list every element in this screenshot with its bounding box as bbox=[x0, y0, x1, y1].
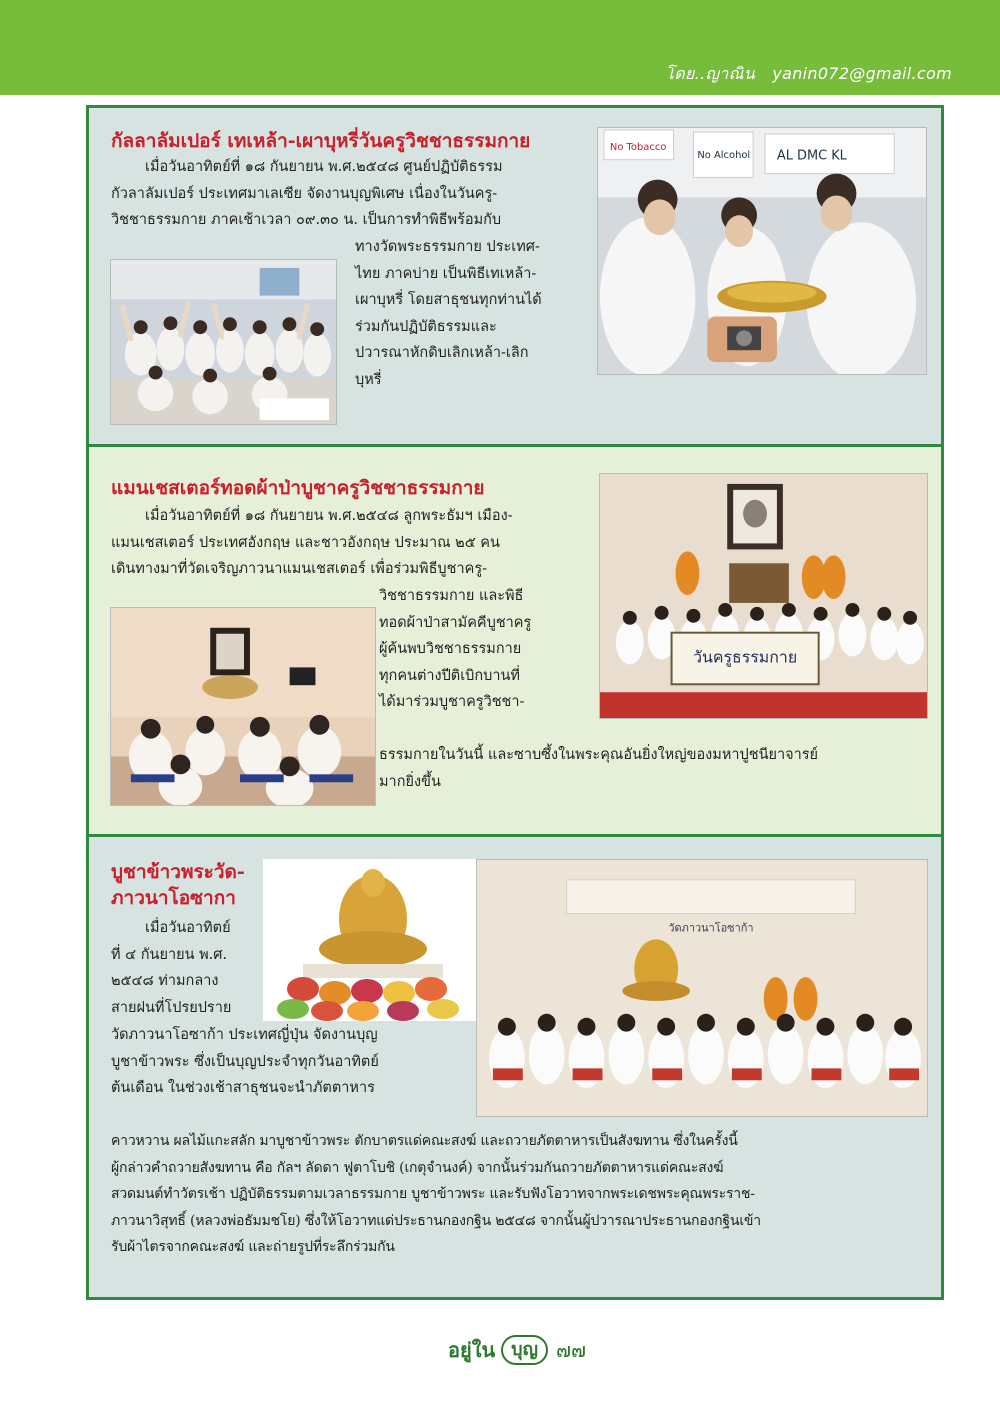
text-line: ปวารณาหักดิบเลิกเหล้า-เลิก bbox=[355, 345, 529, 361]
photo-pouring-ceremony bbox=[597, 127, 927, 375]
text-line: แมนเชสเตอร์ ประเทศอังกฤษ และชาวอังกฤษ ประมาณ ๒๕ คน bbox=[111, 534, 500, 551]
article-title-line-1: บูชาข้าวพระวัด- bbox=[111, 861, 245, 883]
text-line: ทุกคนต่างปีติเบิกบานที่ bbox=[379, 667, 520, 684]
text-line: วิชชาธรรมกาย ภาคเช้าเวลา ๐๙.๓๐ น. เป็นการทำพิธีพร้อมกับ bbox=[111, 212, 502, 228]
header-bar bbox=[0, 0, 1000, 95]
text-line: วัดภาวนาโอซาก้า ประเทศญี่ปุ่น จัดงานบุญ bbox=[111, 1027, 378, 1043]
photo-group-banner bbox=[599, 473, 928, 719]
text-line: กัวลาลัมเปอร์ ประเทศมาเลเซีย จัดงานบุญพิเศษ เนื่องในวันครู- bbox=[111, 185, 498, 202]
text-line: วิชชาธรรมกาย และพิธี bbox=[379, 588, 524, 604]
logo-text: อยู่ใน bbox=[448, 1338, 496, 1362]
text-line: ไทย ภาคบ่าย เป็นพิธีเทเหล้า- bbox=[355, 265, 537, 282]
footer-logo bbox=[448, 1330, 586, 1370]
article-side-text bbox=[379, 583, 589, 716]
text-line: ผู้ค้นพบวิชชาธรรมกาย bbox=[379, 641, 522, 657]
article-kuala-lumpur bbox=[86, 105, 944, 447]
text-line: เมื่อวันอาทิตย์ bbox=[145, 920, 231, 936]
banner-text: วันครูธรรมกาย bbox=[693, 647, 798, 667]
article-mid-text bbox=[111, 1022, 471, 1102]
text-line: บุหรี่ bbox=[355, 371, 382, 388]
article-intro bbox=[111, 503, 591, 583]
article-bottom-text bbox=[111, 1128, 929, 1261]
article-osaka bbox=[86, 837, 944, 1300]
text-line: เผาบุหรี่ โดยสาธุชนทุกท่านได้ bbox=[355, 292, 542, 308]
photo-sign-text: AL DMC KL bbox=[776, 148, 847, 164]
text-line: คาวหวาน ผลไม้แกะสลัก มาบูชาข้าวพระ ตักบาตรแด่คณะสงฆ์ และถวายภัตตาหารเป็นสังฆทาน ซึ่งในครั้งนี้ bbox=[111, 1133, 738, 1149]
text-line: ต้นเดือน ในช่วงเช้าสาธุชนจะนำภัตตาหาร bbox=[111, 1080, 375, 1096]
text-line: ร่วมกันปฏิบัติธรรมและ bbox=[355, 318, 497, 335]
author-name: โดย..ญาณิน bbox=[665, 64, 755, 83]
text-line: ธรรมกายในวันนี้ และซาบซึ้งในพระคุณอันยิ่งใหญ่ของมหาปูชนียาจารย์ bbox=[379, 747, 819, 763]
photo-group-cheering bbox=[110, 259, 337, 425]
logo-bubble: บุญ bbox=[501, 1335, 548, 1365]
text-line: ภาวนาวิสุทธิ์ (หลวงพ่อธัมมชโย) ซึ่งให้โอวาทแด่ประธานกองกฐิน ๒๕๔๘ จากนั้นผู้ปวารณาประธานกองกฐินเข้า bbox=[111, 1212, 761, 1229]
photo-sign-text: No Tobacco bbox=[609, 141, 667, 153]
page-number: ๗๗ bbox=[555, 1338, 587, 1362]
author-email: yanin072@gmail.com bbox=[772, 64, 952, 83]
article-title: กัลลาลัมเปอร์ เทเหล้า-เผาบุหรี่วันครูวิชชาธรรมกาย bbox=[111, 130, 531, 152]
article-title-line-2: ภาวนาโอซากา bbox=[111, 887, 236, 909]
article-intro bbox=[111, 154, 591, 234]
photo-osaka-group bbox=[476, 859, 928, 1117]
article-side-text bbox=[111, 915, 261, 1021]
article-bottom-text bbox=[379, 742, 939, 795]
article-side-text bbox=[355, 234, 591, 393]
text-line: ผู้กล่าวคำถวายสังฆทาน คือ กัลฯ ลัดดา ฟูตาโบชิ (เกตุจำนงค์) จากนั้นร่วมกันถวายภัตตาหารแด่คณะสงฆ์ bbox=[111, 1159, 724, 1176]
text-line: สวดมนต์ทำวัตรเช้า ปฏิบัติธรรมตามเวลาธรรมกาย บูชาข้าวพระ และรับฟังโอวาทจากพระเดชพระคุณพระราช- bbox=[111, 1186, 755, 1202]
text-line: เมื่อวันอาทิตย์ที่ ๑๘ กันยายน พ.ศ.๒๕๔๘ ศูนย์ปฏิบัติธรรม bbox=[145, 159, 503, 175]
text-line: เมื่อวันอาทิตย์ที่ ๑๘ กันยายน พ.ศ.๒๕๔๘ ลูกพระธัมฯ เมือง- bbox=[145, 508, 513, 524]
text-line: มากยิ่งขึ้น bbox=[379, 773, 441, 790]
text-line: บูชาข้าวพระ ซึ่งเป็นบุญประจำทุกวันอาทิตย์ bbox=[111, 1053, 379, 1070]
photo-meditation-room bbox=[110, 607, 376, 806]
text-line: ที่ ๔ กันยายน พ.ศ. bbox=[111, 946, 228, 963]
photo-buddha-offerings bbox=[263, 859, 479, 1021]
article-manchester bbox=[86, 447, 944, 837]
text-line: ทอดผ้าป่าสามัคคีบูชาครู bbox=[379, 614, 532, 631]
text-line: ได้มาร่วมบูชาครูวิชชา- bbox=[379, 694, 525, 710]
article-title: แมนเชสเตอร์ทอดผ้าป่าบูชาครูวิชชาธรรมกาย bbox=[111, 477, 485, 499]
text-line: สายฝนที่โปรยปราย bbox=[111, 999, 232, 1016]
text-line: ๒๕๔๘ ท่ามกลาง bbox=[111, 973, 219, 989]
text-line: เดินทางมาที่วัดเจริญภาวนาแมนเชสเตอร์ เพื่อร่วมพิธีบูชาครู- bbox=[111, 561, 488, 577]
byline bbox=[665, 62, 952, 87]
banner-text: วัดภาวนาโอซาก้า bbox=[668, 921, 754, 935]
photo-sign-text: No Alcohol bbox=[697, 149, 751, 161]
text-line: ทางวัดพระธรรมกาย ประเทศ- bbox=[355, 239, 540, 255]
text-line: รับผ้าไตรจากคณะสงฆ์ และถ่ายรูปที่ระลึกร่วมกัน bbox=[111, 1239, 395, 1255]
